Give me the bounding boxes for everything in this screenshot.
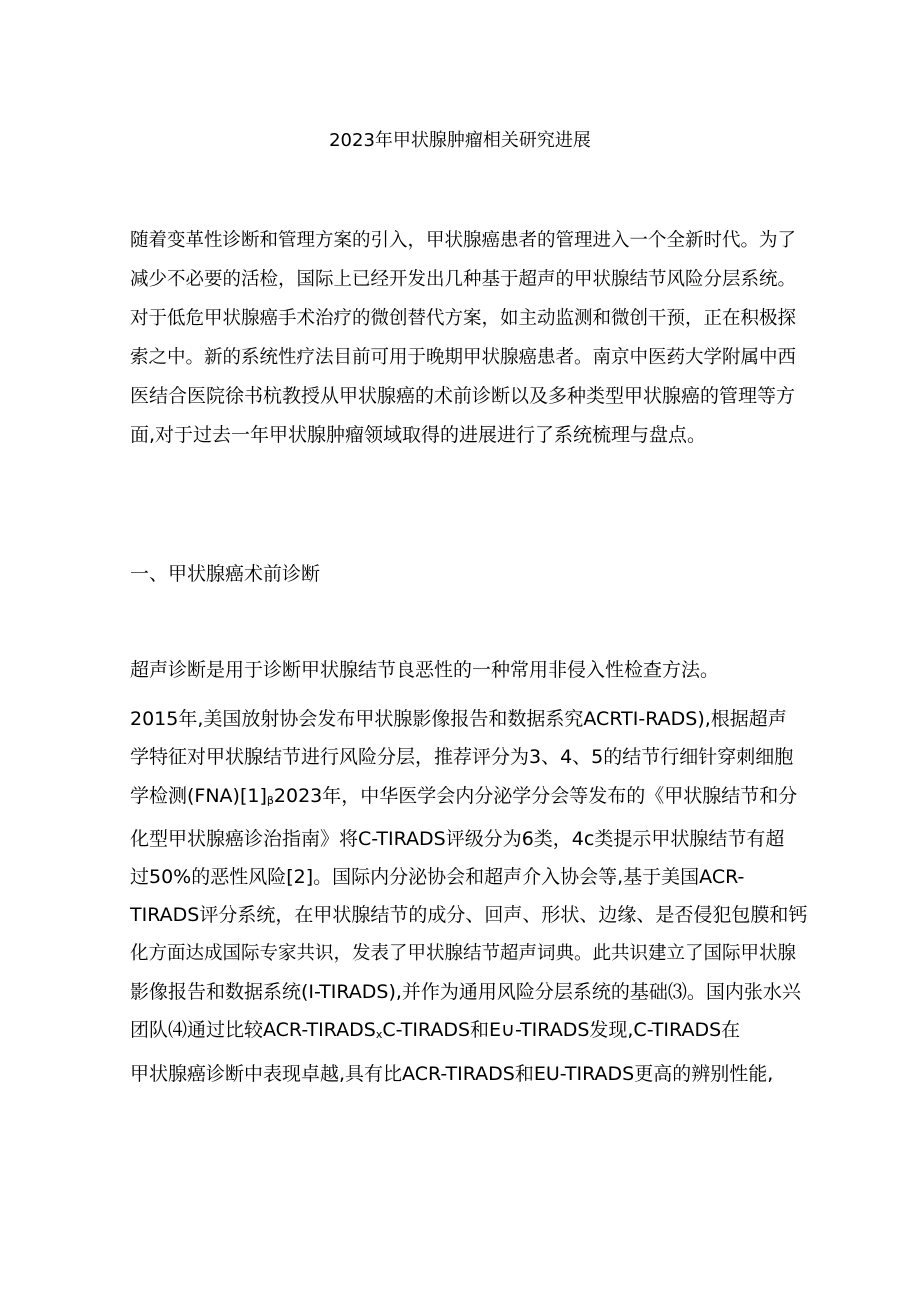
- intro-line: 随着变革性诊断和管理方案的引入，甲状腺癌患者的管理进入一个全新时代。为了: [130, 230, 797, 251]
- intro-line: 医结合医院徐书杭教授从甲状腺癌的术前诊断以及多种类型甲状腺癌的管理等方: [130, 385, 796, 407]
- body-line: [130, 777, 810, 820]
- document-title: 2023年甲状腺肿瘤相关研究进展: [329, 130, 591, 151]
- body-line: 2015年,美国放射协会发布甲状腺影像报告和数据系究ACRTI-RADS),根据超声: [130, 708, 787, 730]
- body-line-text: 团队⑷通过比较ACR-TIRADS: [130, 1019, 376, 1042]
- body-line: 过50%的恶性风险[2]。国际内分泌协会和超声介入协会等,基于美国ACR-: [130, 866, 745, 889]
- body-line: [130, 1011, 810, 1054]
- section-lead-sentence: 超声诊断是用于诊断甲状腺结节良恶性的一种常用非侵入性检查方法。: [130, 659, 720, 681]
- body-line: 学特征对甲状腺结节进行风险分层，推荐评分为3、4、5的结节行细针穿刺细胞: [130, 746, 794, 769]
- subscript-mark: x: [375, 1028, 383, 1042]
- intro-line: 减少不必要的活检，国际上已经开发出几种基于超声的甲状腺结节风险分层系统。: [130, 269, 797, 290]
- body-line-text: C-TIRADS和E∪-TIRADS发现,C-TIRADS在: [382, 1019, 741, 1042]
- intro-line: 对于低危甲状腺癌手术治疗的微创替代方案，如主动监测和微创干预，正在积极探: [130, 308, 797, 329]
- body-line: TIRADS评分系统，在甲状腺结节的成分、回声、形状、边缘、是否侵犯包膜和钙: [130, 904, 808, 927]
- intro-paragraph: [130, 221, 810, 455]
- intro-line: 索之中。新的系统性疗法目前可用于晚期甲状腺癌患者。南京中医药大学附属中西: [130, 347, 797, 368]
- body-line: 化方面达成国际专家共识，发表了甲状腺结节超声词典。此共识建立了国际甲状腺: [130, 942, 797, 964]
- section-heading: 一、甲状腺癌术前诊断: [130, 563, 321, 585]
- body-line: 影像报告和数据系统(I-TIRADS),并作为通用风险分层系统的基础⑶。国内张水兴: [130, 981, 801, 1004]
- body-line-text: 学检测(FNA)[1]: [130, 784, 267, 807]
- section-body-paragraph: [130, 700, 810, 1093]
- body-line: 化型甲状腺癌诊治指南》将C-TIRADS评级分为6类，4c类提示甲状腺结节有超: [130, 827, 785, 850]
- subscript-mark: β: [266, 793, 274, 807]
- body-line-text: 2023年，中华医学会内分泌学分会等发布的《甲状腺结节和分: [273, 784, 798, 807]
- intro-line: 面,对于过去一年甲状腺肿瘤领域取得的进展进行了系统梳理与盘点。: [130, 424, 707, 446]
- body-line: 甲状腺癌诊断中表现卓越,具有比ACR-TIRADS和EU-TIRADS更高的辨别性能,: [130, 1062, 774, 1085]
